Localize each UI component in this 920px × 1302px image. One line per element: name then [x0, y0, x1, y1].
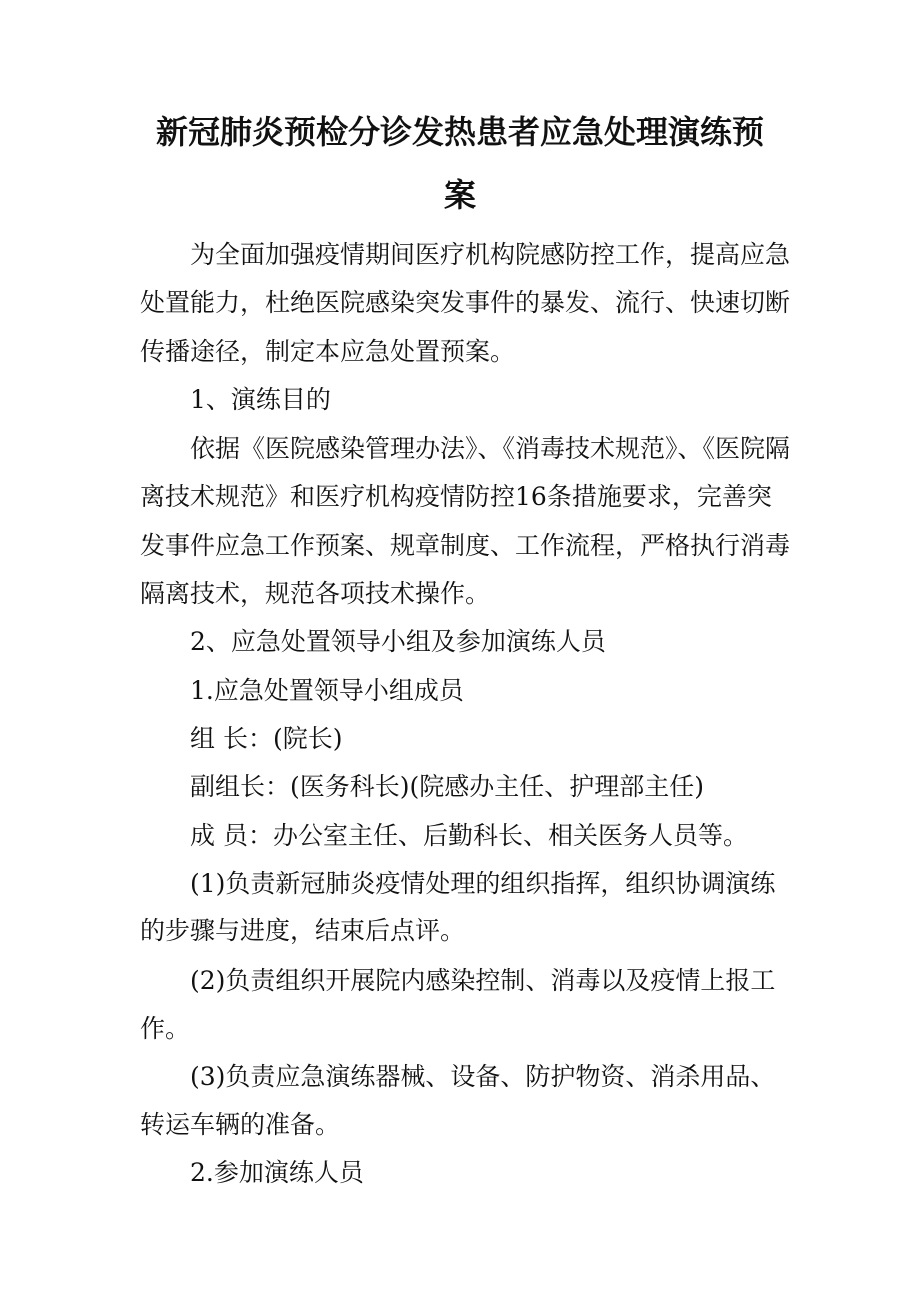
member-deputy-leader: 副组长：(医务科长)(院感办主任、护理部主任)	[190, 772, 705, 801]
intro-paragraph-line-3: 传播途径，制定本应急处置预案。	[140, 337, 516, 366]
purpose-paragraph-line-4: 隔离技术，规范各项技术操作。	[140, 579, 491, 608]
duty-3-line-2: 转运车辆的准备。	[140, 1110, 341, 1139]
purpose-paragraph-line-2: 离技术规范》和医疗机构疫情防控16条措施要求，完善突	[140, 482, 772, 511]
section-heading-leadership: 2、应急处置领导小组及参加演练人员	[190, 627, 606, 656]
intro-paragraph-line-2: 处置能力，杜绝医院感染突发事件的暴发、流行、快速切断	[140, 288, 791, 317]
purpose-paragraph-line-3: 发事件应急工作预案、规章制度、工作流程，严格执行消毒	[140, 531, 791, 560]
document-title-line-2: 案	[443, 176, 476, 214]
member-leader: 组 长：(院长)	[190, 724, 343, 753]
section-heading-purpose: 1、演练目的	[190, 385, 331, 414]
duty-1-line-2: 的步骤与进度，结束后点评。	[140, 916, 466, 945]
subsection-heading-participants: 2.参加演练人员	[190, 1158, 364, 1187]
duty-1-line-1: (1)负责新冠肺炎疫情处理的组织指挥，组织协调演练	[190, 869, 776, 898]
duty-3-line-1: (3)负责应急演练器械、设备、防护物资、消杀用品、	[190, 1062, 776, 1091]
intro-paragraph-line-1: 为全面加强疫情期间医疗机构院感防控工作，提高应急	[190, 240, 791, 269]
document-title-line-1: 新冠肺炎预检分诊发热患者应急处理演练预	[155, 113, 764, 151]
duty-2-line-1: (2)负责组织开展院内感染控制、消毒以及疫情上报工	[190, 966, 776, 995]
member-staff: 成 员：办公室主任、后勤科长、相关医务人员等。	[190, 821, 748, 850]
purpose-paragraph-line-1: 依据《医院感染管理办法》、《消毒技术规范》、《医院隔	[190, 434, 791, 463]
subsection-heading-members: 1.应急处置领导小组成员	[190, 676, 464, 705]
duty-2-line-2: 作。	[140, 1014, 191, 1043]
